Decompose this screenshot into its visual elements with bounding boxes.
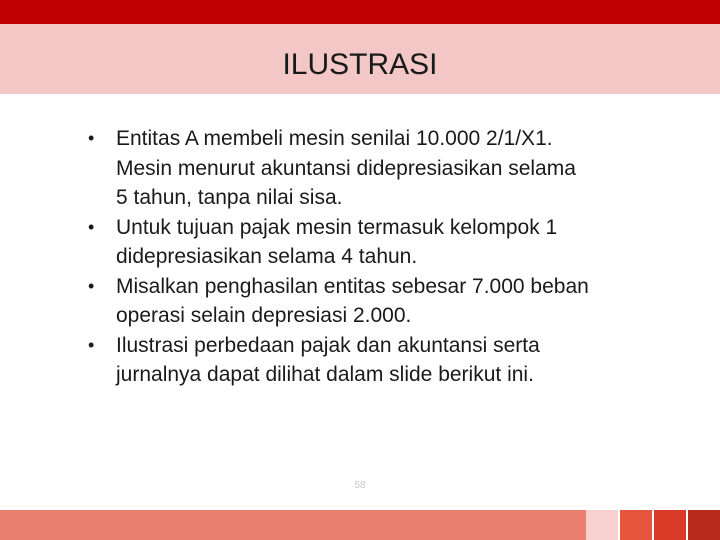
bullet-line: Ilustrasi perbedaan pajak dan akuntansi serta [116, 333, 540, 357]
bullet-line: Entitas A membeli mesin senilai 10.000 2/1/X1. [116, 127, 553, 150]
bullet-item [88, 124, 688, 213]
bullet-line: didepresiasikan selama 4 tahun. [116, 245, 418, 268]
footer-block [654, 510, 686, 540]
bullet-marker: • [88, 275, 95, 296]
bullet-item [88, 272, 688, 331]
bullet-line: Misalkan penghasilan entitas sebesar 7.000 beban [116, 274, 589, 298]
bullet-list [88, 124, 688, 390]
bullet-line: Mesin menurut akuntansi didepresiasikan selama [116, 156, 576, 180]
bullet-item [88, 331, 688, 390]
footer-block [586, 510, 618, 540]
bullet-marker: • [88, 128, 95, 148]
slide-title: ILUSTRASI [282, 48, 438, 81]
bullet-line: Untuk tujuan pajak mesin termasuk kelompok 1 [116, 215, 558, 239]
bullet-line: operasi selain depresiasi 2.000. [116, 304, 412, 327]
footer-bar [0, 510, 586, 540]
bullet-line: jurnalnya dapat dilihat dalam slide berikut ini. [116, 363, 534, 386]
footer-block [620, 510, 652, 540]
page-number: 58 [354, 480, 366, 491]
bullet-line: 5 tahun, tanpa nilai sisa. [116, 186, 343, 209]
bullet-marker: • [88, 216, 95, 237]
top-accent-bar [0, 0, 720, 24]
bullet-marker: • [88, 334, 95, 355]
footer-block [688, 510, 720, 540]
bullet-item [88, 213, 688, 272]
